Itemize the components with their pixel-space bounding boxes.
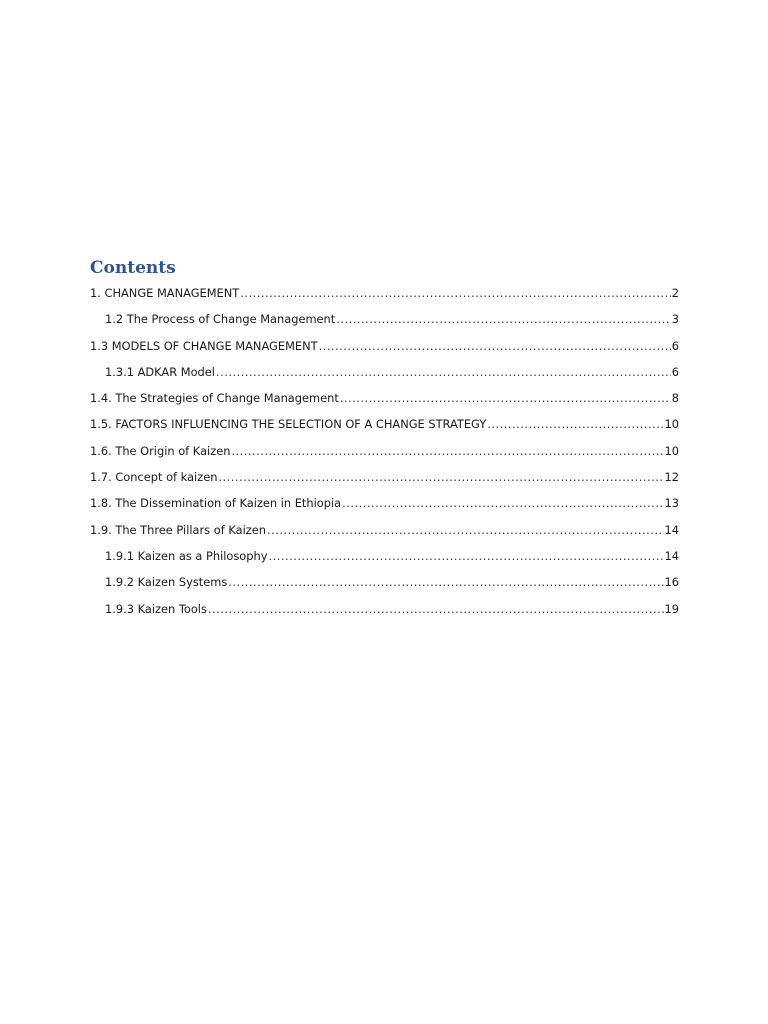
toc-entry-title[interactable]: 1.8. The Dissemination of Kaizen in Ethiopia bbox=[90, 496, 342, 511]
toc-dot-leader bbox=[267, 522, 664, 538]
toc-dot-leader bbox=[231, 443, 663, 459]
toc-entry[interactable] bbox=[90, 311, 679, 337]
toc-dot-leader bbox=[240, 285, 671, 301]
toc-page-number[interactable]: 3 bbox=[671, 312, 679, 327]
toc-page-number[interactable]: 16 bbox=[664, 575, 679, 590]
toc-entry-title[interactable]: 1.7. Concept of kaizen bbox=[90, 470, 218, 485]
table-of-contents bbox=[90, 257, 679, 627]
toc-page-number[interactable]: 8 bbox=[671, 391, 679, 406]
toc-dot-leader bbox=[336, 311, 671, 327]
toc-entry[interactable] bbox=[90, 469, 679, 495]
toc-page-number[interactable]: 10 bbox=[664, 443, 679, 458]
toc-entry[interactable] bbox=[90, 338, 679, 364]
toc-entry-title[interactable]: 1. CHANGE MANAGEMENT bbox=[90, 286, 240, 300]
toc-dot-leader bbox=[487, 416, 663, 432]
toc-entry-title[interactable]: 1.3 MODELS OF CHANGE MANAGEMENT bbox=[90, 338, 318, 353]
toc-entry[interactable] bbox=[90, 285, 679, 311]
toc-dot-leader bbox=[218, 469, 663, 485]
toc-dot-leader bbox=[342, 495, 663, 511]
toc-page-number[interactable]: 2 bbox=[671, 286, 679, 300]
toc-dot-leader bbox=[340, 390, 671, 406]
toc-entry-title[interactable]: 1.2 The Process of Change Management bbox=[105, 312, 336, 327]
toc-entry-title[interactable]: 1.6. The Origin of Kaizen bbox=[90, 443, 231, 458]
toc-dot-leader bbox=[228, 574, 663, 590]
toc-entry[interactable] bbox=[90, 548, 679, 574]
toc-page-number[interactable]: 14 bbox=[664, 548, 679, 563]
toc-dot-leader bbox=[268, 548, 663, 564]
toc-dot-leader bbox=[319, 338, 671, 354]
toc-entry[interactable] bbox=[90, 416, 679, 442]
toc-list bbox=[90, 285, 679, 627]
toc-entry-title[interactable]: 1.3.1 ADKAR Model bbox=[105, 364, 215, 379]
toc-heading: Contents bbox=[90, 258, 176, 278]
toc-page-number[interactable]: 6 bbox=[671, 338, 679, 353]
toc-entry-title[interactable]: 1.4. The Strategies of Change Management bbox=[90, 391, 339, 406]
toc-dot-leader bbox=[216, 364, 671, 380]
toc-page-number[interactable]: 14 bbox=[664, 522, 679, 537]
toc-page-number[interactable]: 12 bbox=[664, 470, 679, 485]
toc-page-number[interactable]: 19 bbox=[664, 601, 679, 616]
toc-dot-leader bbox=[208, 601, 664, 617]
toc-entry-title[interactable]: 1.9. The Three Pillars of Kaizen bbox=[90, 522, 266, 537]
toc-entry-title[interactable]: 1.9.1 Kaizen as a Philosophy bbox=[105, 548, 268, 563]
toc-page-number[interactable]: 10 bbox=[664, 417, 679, 432]
toc-entry[interactable] bbox=[90, 364, 679, 390]
toc-entry[interactable] bbox=[90, 495, 679, 521]
toc-entry[interactable] bbox=[90, 390, 679, 416]
toc-page-number[interactable]: 13 bbox=[664, 496, 679, 511]
toc-entry-title[interactable]: 1.9.3 Kaizen Tools bbox=[105, 601, 207, 616]
toc-entry[interactable] bbox=[90, 522, 679, 548]
toc-entry[interactable] bbox=[90, 574, 679, 600]
toc-entry-title[interactable]: 1.5. FACTORS INFLUENCING THE SELECTION OF A CHANGE STRATEGY bbox=[90, 417, 487, 432]
toc-entry[interactable] bbox=[90, 601, 679, 627]
toc-entry-title[interactable]: 1.9.2 Kaizen Systems bbox=[105, 575, 228, 590]
toc-page-number[interactable]: 6 bbox=[671, 364, 679, 379]
toc-entry[interactable] bbox=[90, 443, 679, 469]
